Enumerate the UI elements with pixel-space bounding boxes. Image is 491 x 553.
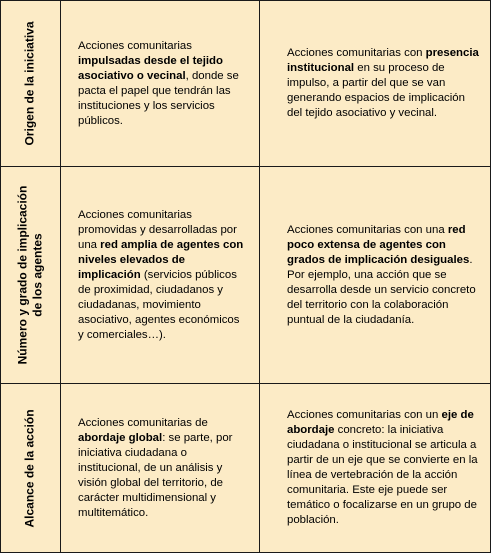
- text-plain: , donde se pacta el papel que tendrán las instituciones y los servicios públicos.: [78, 69, 239, 127]
- text-plain: Acciones comunitarias promovidas y desarrolladas por una: [78, 208, 237, 251]
- cell-text: [61, 39, 259, 129]
- text-bold: impulsadas desde el tejido asociativo o vecinal: [78, 54, 223, 82]
- row-header-text: [16, 186, 46, 365]
- text-bold: red amplia de agentes con niveles elevados de implicación: [78, 238, 244, 281]
- cell-alcance-left: [61, 384, 260, 553]
- text-plain: : se parte, por iniciativa ciudadana o institucional, de un análisis y visión global del territorio, de carácter multidimensional y multitemático.: [78, 431, 233, 519]
- cell-text: [61, 208, 259, 343]
- text-plain: Acciones comunitarias con: [287, 47, 426, 59]
- text-plain: Acciones comunitarias: [78, 39, 192, 52]
- cell-alcance-right: [260, 384, 491, 553]
- row-header-implicacion: [0, 167, 61, 384]
- text-plain: en su proceso de impulso, a partir del que se van generando espacios de implicación del tejido asociativo y vecinal.: [287, 62, 465, 119]
- cell-text: [260, 223, 490, 328]
- row-header-text: Alcance de la acción: [23, 408, 37, 528]
- cell-implicacion-right: [260, 167, 491, 384]
- text-plain: Acciones comunitarias de: [78, 416, 208, 429]
- text-plain: Acciones comunitarias con un: [287, 409, 442, 421]
- cell-origen-left: [61, 0, 260, 167]
- cell-text: [260, 408, 490, 528]
- text-plain: concreto: la iniciativa ciudadana o institucional se articula a partir de un eje que se convierte en la línea de vertebración de la acción comunitaria. Este eje puede ser temático o focalizarse en un grupo de población.: [287, 424, 478, 526]
- cell-implicacion-left: [61, 167, 260, 384]
- text-bold: presencia institucional: [287, 47, 479, 74]
- header-line-1: Número y grado de implicación: [15, 185, 30, 365]
- row-header-alcance: [0, 384, 61, 553]
- cell-text: [260, 46, 490, 121]
- text-plain: .: [469, 253, 473, 266]
- text-bold: eje de abordaje: [287, 409, 474, 436]
- text-plain: (servicios públicos de proximidad, ciudadanos y ciudadanas, movimiento asociativo, agentes económicos y comerciales…).: [78, 268, 240, 341]
- cell-text: [61, 416, 259, 521]
- header-line-2: de los agentes: [30, 233, 45, 317]
- text-bold: abordaje global: [78, 431, 163, 444]
- row-header-text: Origen de la iniciativa: [23, 21, 38, 146]
- text-plain: Por ejemplo, una acción que se desarrolla desde un servicio concreto del territorio con la colaboración puntual de la ciudadanía.: [287, 268, 476, 326]
- row-header-origen: [0, 0, 61, 167]
- text-bold: red poco extensa de agentes con grados de implicación desiguales: [287, 223, 470, 266]
- text-plain: Acciones comunitarias con una: [287, 223, 448, 236]
- cell-origen-right: [260, 0, 491, 167]
